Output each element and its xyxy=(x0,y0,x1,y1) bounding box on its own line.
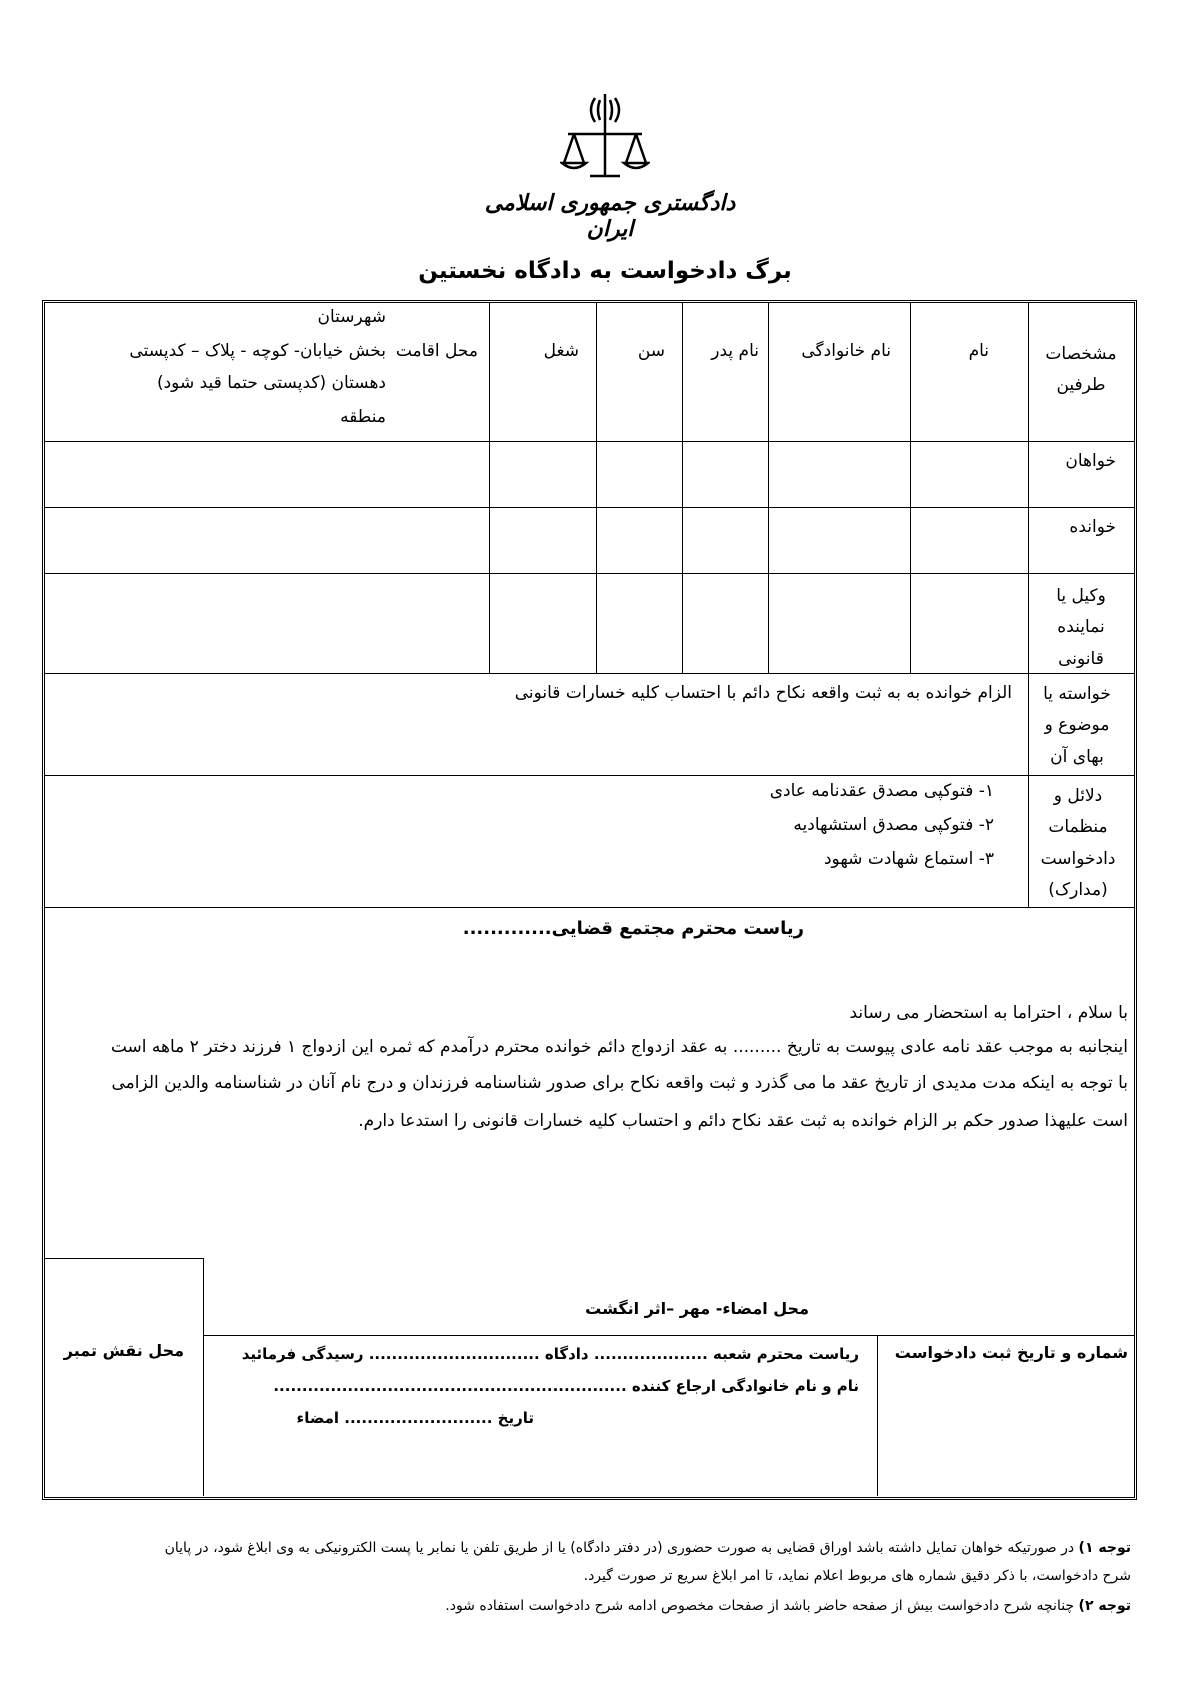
note2-text: چنانچه شرح دادخواست بیش از صفحه حاضر باشد از صفحات مخصوص ادامه شرح دادخواست استفاده شود. xyxy=(445,1598,1079,1614)
divider xyxy=(489,303,490,673)
note2-label: توجه ۲) xyxy=(1078,1598,1131,1614)
claim-value: الزام خوانده به به ثبت واقعه نکاح دائم با احتساب کلیه خسارات قانونی xyxy=(514,683,1012,703)
row-label-attorney: وکیل یا نماینده قانونی xyxy=(1056,586,1106,669)
stamp-place: محل نقش تمبر xyxy=(63,1341,184,1360)
residence-line: شهرستان xyxy=(317,307,386,327)
claim-label: خواسته یا موضوع و بهای آن xyxy=(1043,684,1111,767)
evidence-item: ۱- فتوکپی مصدق عقدنامه عادی xyxy=(769,781,994,801)
note1-text: در صورتیکه خواهان تمایل داشته باشد اوراق قضایی به صورت حضوری (در دفتر دادگاه) یا از طریق تلفن یا نمابر یا پست الکترونیکی به وی ابلاغ شود، در پایان xyxy=(164,1540,1079,1556)
divider xyxy=(203,1335,1134,1336)
divider xyxy=(45,441,1134,442)
signature-place: محل امضاء- مهر –اثر انگشت xyxy=(585,1299,809,1318)
divider xyxy=(596,303,597,673)
petition-form-frame xyxy=(42,300,1137,1500)
header-name: نام xyxy=(968,341,989,361)
header-father-name: نام پدر xyxy=(711,341,759,361)
divider xyxy=(682,303,683,673)
residence-line: دهستان (کدپستی حتما قید شود) xyxy=(156,373,386,393)
divider xyxy=(1028,303,1029,907)
divider xyxy=(45,1258,203,1259)
header-residence: محل اقامت xyxy=(395,341,478,361)
body-line: با توجه به اینکه مدت مدیدی از تاریخ عقد ما می گذرد و ثبت واقعه نکاح برای صدور شناسنامه فرزندان و درج نام آنان در شناسنامه والدین الزامی xyxy=(111,1073,1128,1093)
header-age: سن xyxy=(637,341,665,361)
agency-name: دادگستری جمهوری اسلامی ایران xyxy=(484,190,736,242)
row-label-defendant: خوانده xyxy=(1069,517,1116,537)
divider xyxy=(877,1335,878,1496)
body-line: است علیهذا صدور حکم بر الزام خوانده به ثبت عقد نکاح دائم و احتساب کلیه خسارات قانونی را استدعا دارم. xyxy=(358,1111,1128,1131)
body-line: اینجانبه به موجب عقد نامه عادی پیوست به تاریخ ......... به عقد ازدواج دائم خوانده محترم درآمدم که ثمره این ازدواج ۱ فرزند دختر ۲ ماهه است xyxy=(110,1037,1128,1057)
divider xyxy=(45,907,1134,908)
divider xyxy=(45,673,1134,674)
row-label-plaintiff: خواهان xyxy=(1065,451,1116,471)
evidence-item: ۳- استماع شهادت شهود xyxy=(823,849,994,869)
note1-line2: شرح دادخواست، با ذکر دقیق شماره های مربوط اعلام نماید، تا امر ابلاغ سریع تر صورت گیرد. xyxy=(583,1568,1131,1584)
divider xyxy=(203,1258,204,1496)
registration-label: شماره و تاریخ ثبت دادخواست xyxy=(894,1343,1128,1362)
residence-line: بخش خیابان- کوچه - پلاک – کدپستی xyxy=(129,341,386,361)
header-occupation: شغل xyxy=(543,341,579,361)
residence-line: منطقه xyxy=(340,407,386,427)
divider xyxy=(45,573,1134,574)
form-title: برگ دادخواست به دادگاه نخستین xyxy=(418,258,792,284)
header-section: مشخصات طرفین xyxy=(1045,344,1117,395)
note1-label: توجه ۱) xyxy=(1078,1540,1131,1556)
divider xyxy=(45,507,1134,508)
referral-line: نام و نام خانوادگی ارجاع کننده .............................................................. xyxy=(273,1377,859,1395)
divider xyxy=(768,303,769,673)
addressee: ریاست محترم مجتمع قضایی............. xyxy=(462,918,804,939)
divider xyxy=(910,303,911,673)
header-family-name: نام خانوادگی xyxy=(801,341,891,361)
referral-line: ریاست محترم شعبه .................... دادگاه .............................. رسیدگی فرمائید xyxy=(241,1345,859,1363)
evidence-item: ۲- فتوکپی مصدق استشهادیه xyxy=(793,815,994,835)
greeting: با سلام ، احتراما به استحضار می رساند xyxy=(849,1003,1128,1023)
divider xyxy=(45,775,1134,776)
referral-line: تاریخ .......................... امضاء xyxy=(296,1409,534,1427)
evidence-label: دلائل و منظمات دادخواست (مدارک) xyxy=(1040,786,1116,901)
